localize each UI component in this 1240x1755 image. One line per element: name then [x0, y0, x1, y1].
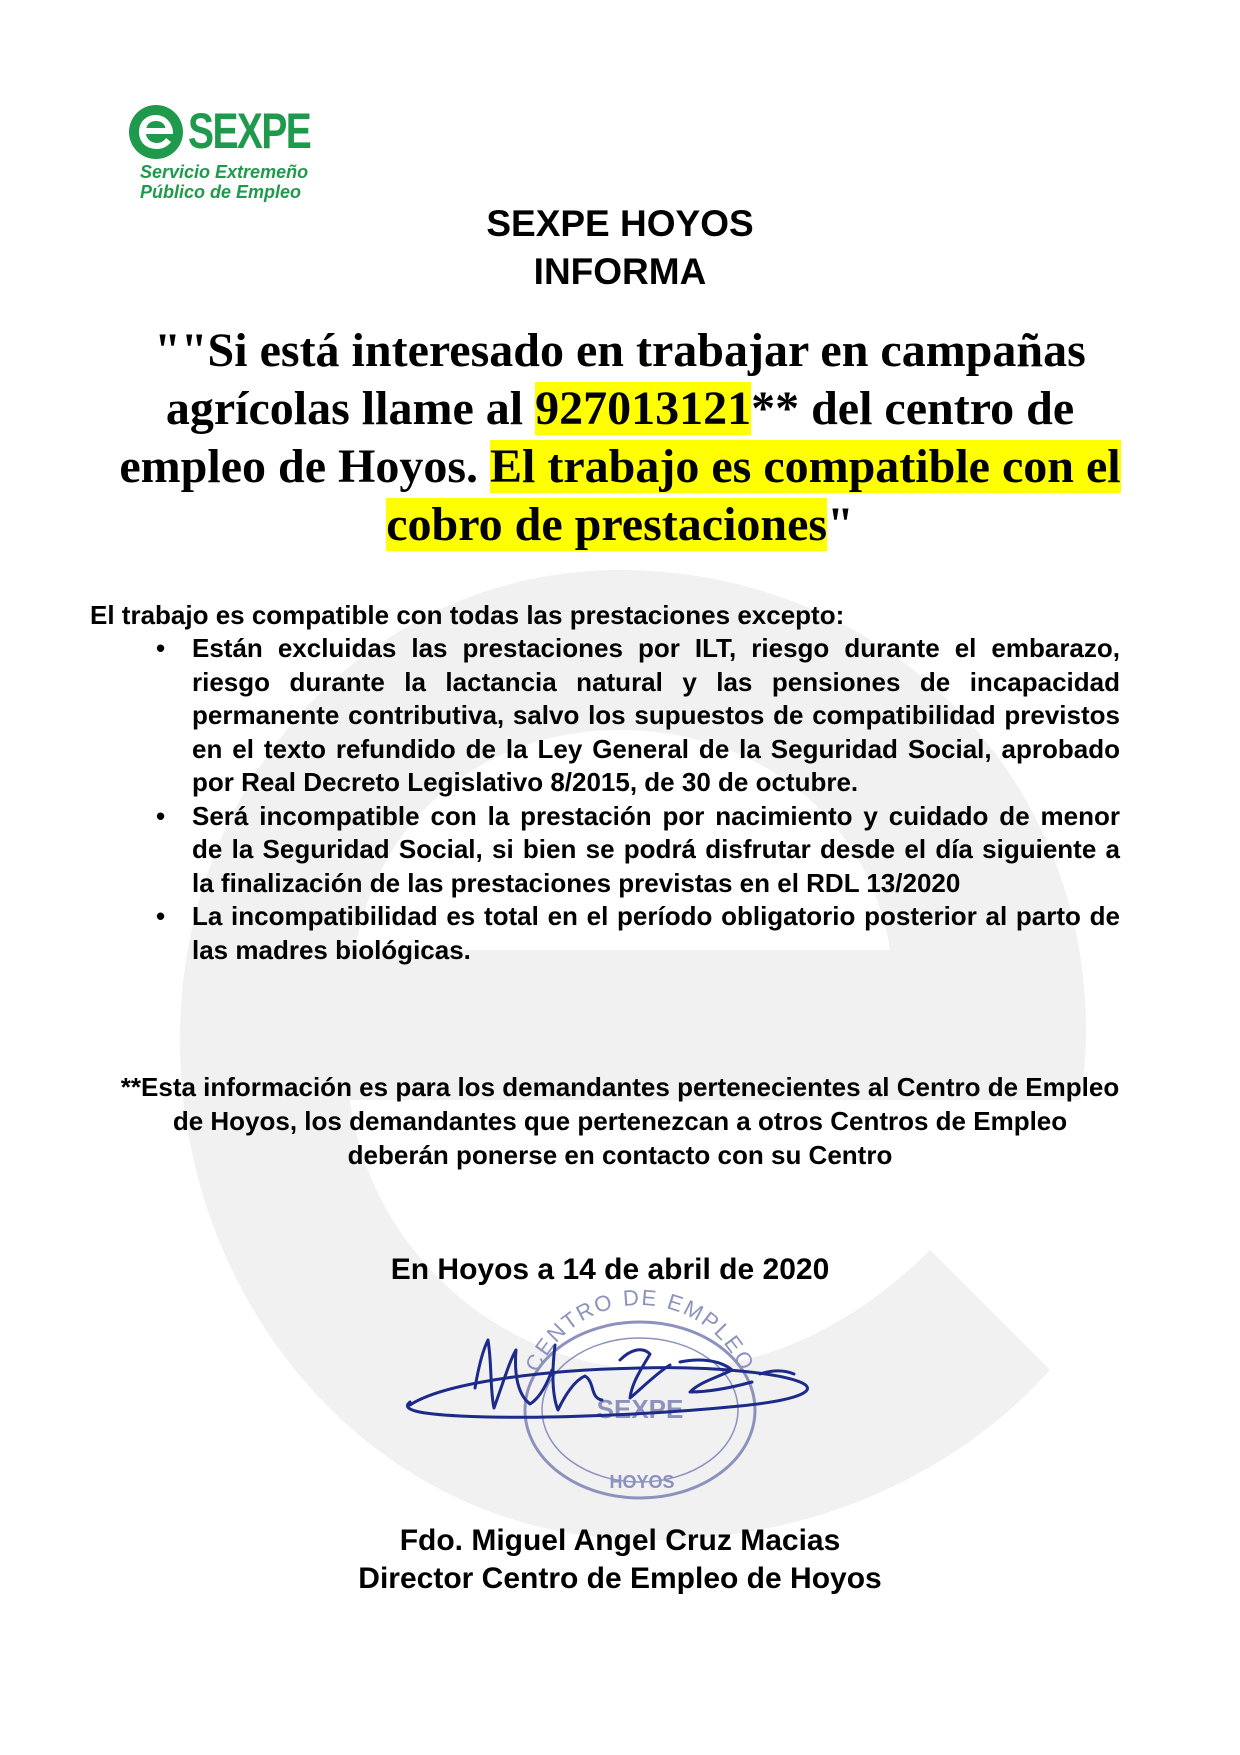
heading-office: SEXPE HOYOS: [486, 203, 754, 244]
footnote: **Esta información es para los demandantes pertenecientes al Centro de Empleo de Hoyos, los demandantes que pertenezcan a otros Centros de Empleo deberán ponerse en contacto con su Centro: [120, 1072, 1120, 1170]
signer-name: Fdo. Miguel Angel Cruz Macias: [399, 1524, 841, 1557]
logo-subtitle-line2: Público de Empleo: [140, 182, 302, 202]
logo-subtitle-line1: Servicio Extremeño: [140, 162, 309, 182]
phone-number-highlight: 927013121: [535, 382, 752, 435]
announcement-text-3: ": [827, 498, 854, 551]
sexpe-e-icon: [128, 104, 184, 160]
sexpe-logo: [128, 100, 328, 200]
exceptions-list: [150, 632, 1120, 967]
main-announcement: [110, 322, 1130, 554]
compatibility-highlight: El trabajo es compatible con el cobro de prestaciones: [386, 440, 1121, 551]
logo-subtitle: [140, 162, 308, 202]
bullet-icon: •: [156, 633, 166, 663]
list-item: [150, 632, 1120, 800]
list-item-text: Será incompatible con la prestación por nacimiento y cuidado de menor de la Seguridad Social, si bien se podrá disfrutar desde el día siguiente a la finalización de las prestaciones previstas en el RDL 13/2020: [192, 800, 1120, 898]
bullet-icon: •: [156, 901, 166, 931]
list-item: [150, 900, 1120, 967]
stamp-center-text: SEXPE: [596, 1394, 684, 1424]
list-item: [150, 800, 1120, 901]
signer-role: Director Centro de Empleo de Hoyos: [358, 1562, 882, 1595]
stamp-bottom-text: HOYOS: [609, 1472, 675, 1492]
list-item-text: La incompatibilidad es total en el período obligatorio posterior al parto de las madres biológicas.: [192, 901, 1120, 965]
announcement-text-1: ""Si está interesado en trabajar en campañas agrícolas llame al: [154, 324, 1086, 435]
exceptions-intro: El trabajo es compatible con todas las prestaciones excepto:: [90, 600, 845, 630]
place-and-date: En Hoyos a 14 de abril de 2020: [390, 1253, 830, 1286]
list-item-text: Están excluidas las prestaciones por ILT, riesgo durante el embarazo, riesgo durante la lactancia natural y las pensiones de incapacidad permanente contributiva, salvo los supuestos de compatibilidad previstos en el texto refundido de la Ley General de la Seguridad Social, aprobado por Real Decreto Legislativo 8/2015, de 30 de octubre.: [192, 633, 1120, 797]
stamp-top-text: CENTRO DE EMPLEO: [520, 1284, 760, 1376]
svg-text:CENTRO DE EMPLEO: [520, 1285, 760, 1376]
bullet-icon: •: [156, 800, 166, 831]
stamp-icon: [520, 1285, 760, 1498]
announcement-text-2: ** del centro de empleo de Hoyos.: [119, 382, 1075, 493]
logo-text: SEXPE: [188, 103, 311, 159]
official-stamp-and-signature: [380, 1270, 850, 1500]
heading-informa: INFORMA: [533, 251, 707, 292]
